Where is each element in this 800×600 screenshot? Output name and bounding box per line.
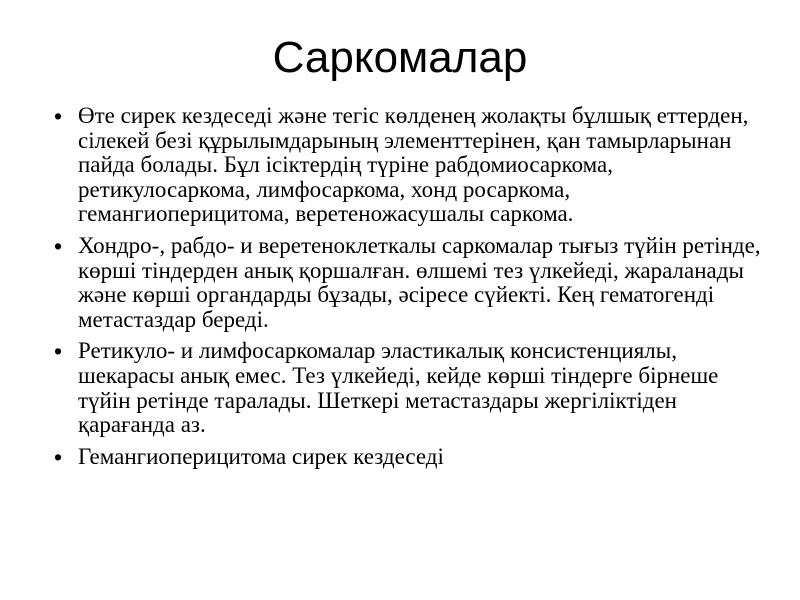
- bullet-text: Ретикуло- и лимфосаркомалар эластикалық консистенциялы, шекарасы анық емес. Тез үлкейеді, кейде көрші тіндерге бірнеше түйін ретінде таралады. Шеткері метастаздары жергіліктіден қарағанда аз.: [78, 338, 719, 438]
- bullet-dot-icon: •: [54, 338, 63, 365]
- bullet-list: [52, 104, 764, 476]
- bullet-dot-icon: •: [54, 232, 63, 259]
- bullet-item: [52, 234, 764, 332]
- bullet-text: Хондро-, рабдо- и веретеноклеткалы саркомалар тығыз түйін ретінде, көрші тіндерден анық қоршалған. өлшемі тез үлкейеді, жараланады және көрші органдарды бұзады, әсіресе сүйекті. Кең гематогенді метастаздар береді.: [78, 232, 761, 332]
- slide-title: Саркомалар: [272, 33, 528, 82]
- bullet-item: [52, 104, 764, 227]
- bullet-dot-icon: •: [54, 103, 63, 129]
- bullet-text: Гемангиоперицитома сирек кездеседі: [78, 443, 444, 469]
- bullet-dot-icon: •: [54, 443, 63, 470]
- bullet-item: [52, 445, 764, 470]
- bullet-item: [52, 339, 764, 437]
- bullet-text: Өте сирек кездеседі және тегіс көлденең жолақты бұлшық еттерден, сілекей безі құрылымдарының элементтерінен, қан тамырларынан пайда болады. Бұл ісіктердің түріне рабдомиосаркома, ретикулосаркома, лимфосаркома, хонд росаркома, гемангиоперицитома, веретеножасушалы саркома.: [78, 103, 749, 227]
